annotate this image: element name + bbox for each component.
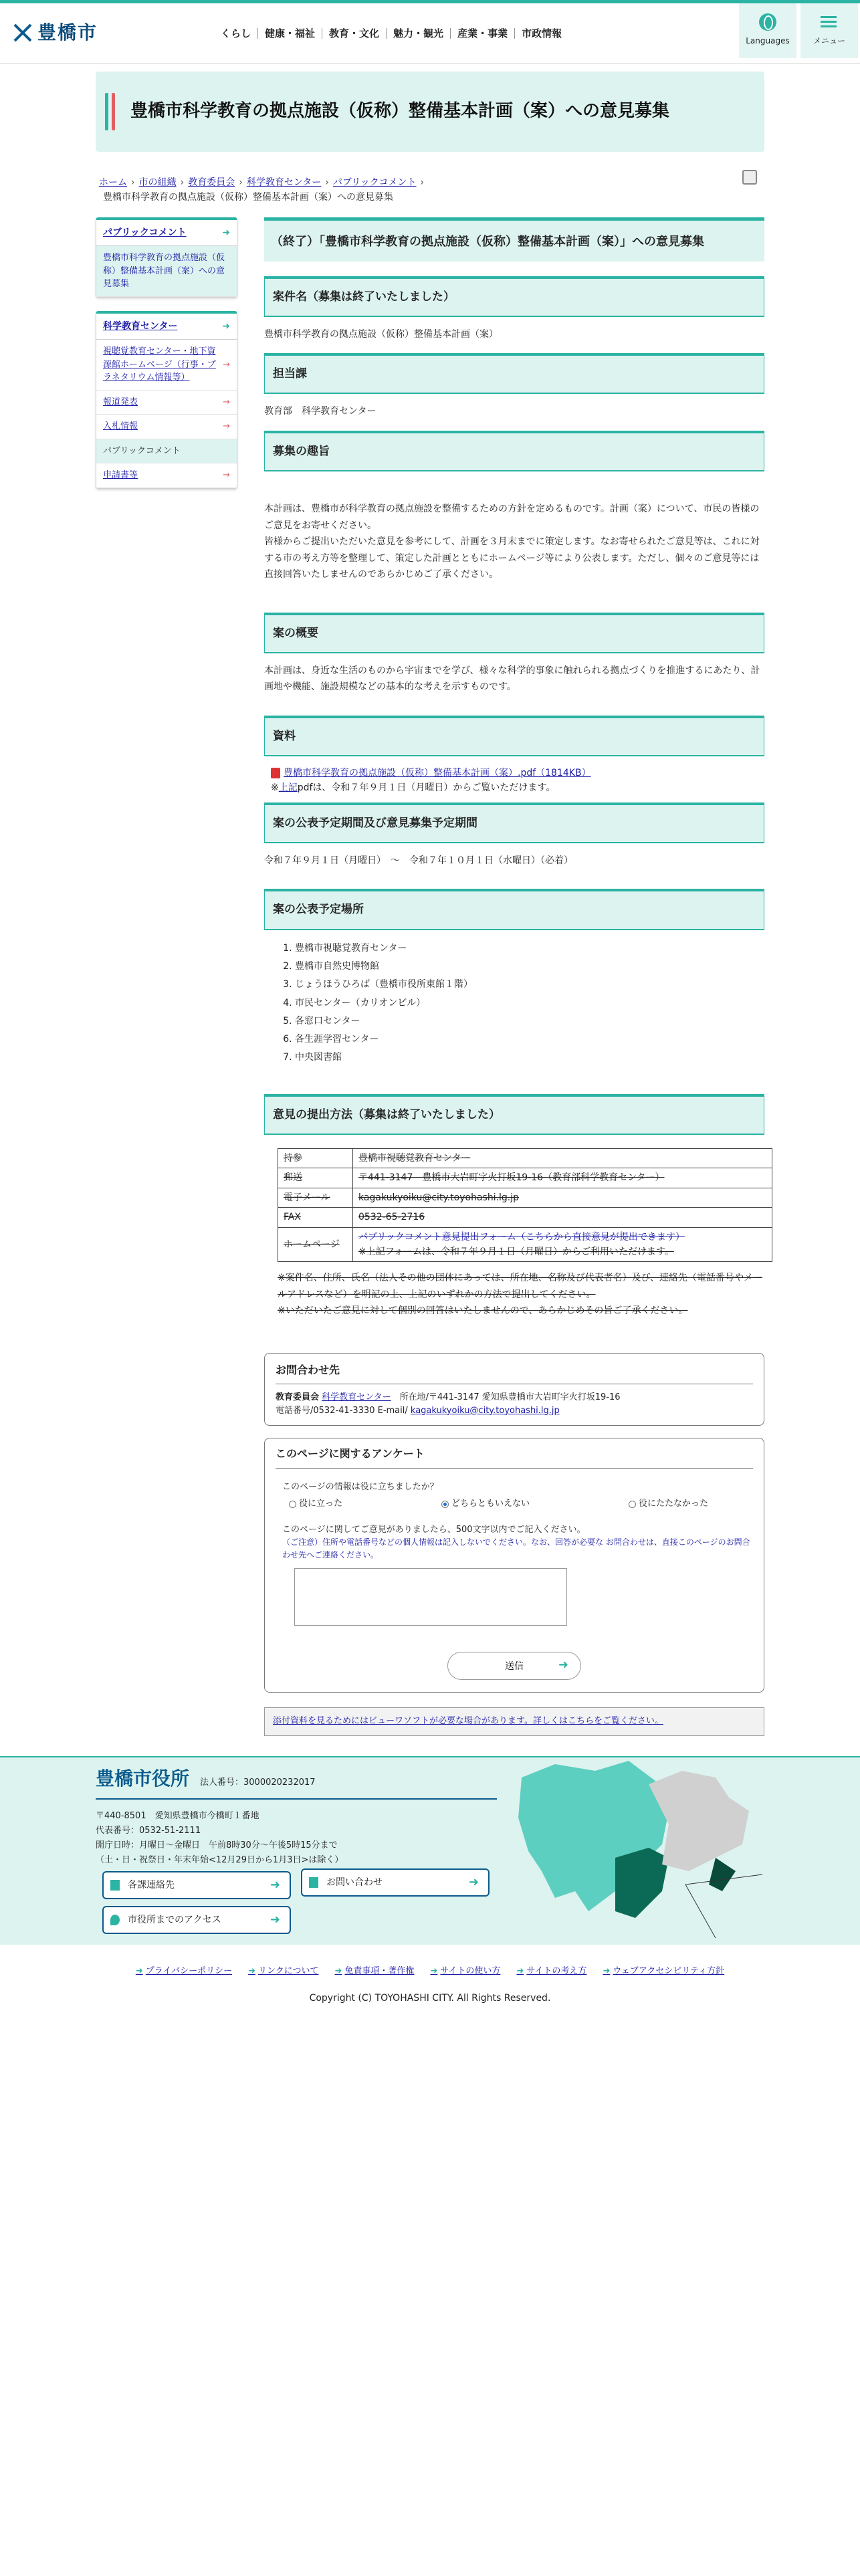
link-label: ウェブアクセシビリティ方針 xyxy=(613,1966,725,1977)
globe-icon xyxy=(759,13,776,31)
method-key: 持参 xyxy=(278,1148,353,1168)
global-nav xyxy=(214,28,568,39)
contact-line-1 xyxy=(276,1391,753,1404)
arrow-right-icon: ➜ xyxy=(516,1966,524,1977)
sidebar-item-public-comment[interactable]: パブリックコメント xyxy=(96,439,237,464)
footer-holidays: （土・日・祝祭日・年末年始<12月29日から1月3日>は除く） xyxy=(96,1855,344,1866)
link-label: サイトの考え方 xyxy=(526,1966,587,1977)
radio-button[interactable] xyxy=(441,1501,449,1508)
link-label: 免責事項・著作権 xyxy=(344,1966,415,1977)
comment-warning: （ご注意）住所や電話番号などの個人情報は記入しないでください。なお、回答が必要な お問合わせは、直接このページのお問合わせ先へご連絡ください。 xyxy=(282,1537,750,1560)
section-method-title: 意見の提出方法（募集は終了いたしました） xyxy=(264,1094,764,1135)
arrow-right-icon: ➜ xyxy=(270,1877,280,1892)
note-item: ※案件名、住所、氏名（法人その他の団体にあっては、所在地、名称及び代表者名）及び、連絡先（電話番号やメールアドレスなど）を明記の上、上記のいずれかの方法で提出してください。 xyxy=(278,1273,763,1300)
section-docs-title: 資料 xyxy=(264,716,764,756)
sidebar-item-av-center[interactable] xyxy=(96,340,237,391)
breadcrumb-science-center[interactable]: 科学教育センター xyxy=(246,177,322,188)
option-useful[interactable] xyxy=(289,1497,342,1511)
section-overview-title: 案の概要 xyxy=(264,613,764,653)
comment-lead: このページに関してご意見がありましたら、500文字以内でご記入ください。 xyxy=(282,1524,586,1535)
contact-org: 教育委員会 xyxy=(276,1392,320,1403)
arrow-right-icon: ➜ xyxy=(222,227,230,238)
gnav-life[interactable]: くらし xyxy=(221,27,251,39)
sidebar-box-science-center xyxy=(96,311,237,489)
comment-textarea[interactable] xyxy=(294,1568,567,1626)
mail-icon xyxy=(309,1877,318,1888)
period-text: 令和７年９月１日（月曜日） ～ 令和７年１０月１日（水曜日）（必着） xyxy=(264,855,573,866)
sidebar-item-press-link[interactable]: 報道発表 xyxy=(103,397,138,407)
method-key: 電子メール xyxy=(278,1188,353,1207)
site-name: 豊橋市 xyxy=(37,21,98,44)
section-case-title: 案件名（募集は終了いたしました） xyxy=(264,276,764,317)
gnav-health[interactable]: 健康・福祉 xyxy=(257,28,322,39)
place-item: 7. 中央図書館 xyxy=(295,1049,764,1067)
site-logo[interactable] xyxy=(13,18,194,48)
contact-dept-link[interactable]: 科学教育センター xyxy=(322,1392,391,1403)
aichi-map-icon xyxy=(515,1757,782,1945)
site-footer xyxy=(0,1756,860,1945)
place-item: 4. 市民センター（カリオンビル） xyxy=(295,994,764,1012)
sidebar-item-bids[interactable] xyxy=(96,415,237,439)
languages-button[interactable] xyxy=(739,3,796,58)
survey-options xyxy=(289,1497,753,1511)
dept-text: 教育部 科学教育センター xyxy=(264,406,377,417)
contact-phone: 電話番号/0532-41-3330 E-mail/ xyxy=(276,1405,408,1416)
place-item: 5. 各窓口センター xyxy=(295,1012,764,1031)
footer-title xyxy=(96,1764,497,1800)
arrow-right-icon: ➜ xyxy=(248,1966,256,1977)
city-emblem-icon xyxy=(13,23,32,42)
footer-info xyxy=(96,1764,497,1868)
gnav-city-info[interactable]: 市政情報 xyxy=(514,28,568,39)
btn-label: 各課連絡先 xyxy=(128,1880,175,1891)
table-row xyxy=(278,1168,772,1188)
link-disclaimer[interactable] xyxy=(335,1965,415,1979)
form-note: ※上記フォームは、令和７年９月１日（月曜日）からご利用いただけます。 xyxy=(358,1246,674,1257)
radio-button[interactable] xyxy=(629,1501,636,1508)
sidebar-item-bids-link[interactable]: 入札情報 xyxy=(103,421,138,432)
contact-line-2 xyxy=(276,1404,753,1418)
note-mark: ※ xyxy=(271,782,279,794)
breadcrumb-public-comment[interactable]: パブリックコメント xyxy=(332,177,417,188)
document-note xyxy=(271,780,764,795)
link-privacy[interactable] xyxy=(136,1965,232,1979)
place-item: 1. 豊橋市視聴覚教育センター xyxy=(295,940,764,958)
link-label: リンクについて xyxy=(258,1966,319,1977)
option-label: 役に立った xyxy=(299,1498,343,1509)
method-key: 郵送 xyxy=(278,1168,353,1188)
contact-address: 所在地/〒441-3147 愛知県豊橋市大岩町字火打坂19-16 xyxy=(399,1392,621,1403)
option-neutral[interactable] xyxy=(441,1497,530,1511)
option-label: どちらともいえない xyxy=(451,1498,530,1509)
contact-title: お問合わせ先 xyxy=(276,1362,753,1385)
link-site-policy[interactable] xyxy=(516,1965,586,1979)
contact-email-link[interactable]: kagakukyoiku@city.toyohashi.lg.jp xyxy=(410,1405,560,1416)
breadcrumb-board-of-education[interactable]: 教育委員会 xyxy=(188,177,235,188)
document-link[interactable]: 豊橋市科学教育の拠点施設（仮称）整備基本計画（案）.pdf（1814KB） xyxy=(284,768,591,779)
table-row xyxy=(278,1148,772,1168)
languages-label: Languages xyxy=(746,36,790,46)
survey-title: このページに関するアンケート xyxy=(276,1445,753,1469)
viewer-note-link[interactable]: 添付資料を見るためにはビューワソフトが必要な場合があります。詳しくはこちらをご覧ください。 xyxy=(273,1716,663,1727)
phone-icon xyxy=(110,1880,120,1891)
arrow-icon: → xyxy=(223,470,230,481)
copyright: Copyright (C) TOYOHASHI CITY. All Rights Reserved. xyxy=(309,1993,551,2004)
pdf-icon xyxy=(271,768,280,778)
page-title: 豊橋市科学教育の拠点施設（仮称）整備基本計画（案）への意見募集 xyxy=(130,101,670,122)
overview-text: 本計画は、身近な生活のものから宇宙までを学び、様々な科学的事象に触れられる拠点づくりを推進するにあたり、計画地や機能、施設規模などの基本的な考えを示すものです。 xyxy=(264,665,760,693)
menu-label: メニュー xyxy=(813,36,845,46)
contact-box xyxy=(264,1353,764,1426)
arrow-right-icon: ➜ xyxy=(135,1966,143,1977)
place-item: 2. 豊橋市自然史博物館 xyxy=(295,958,764,976)
inquiry-button[interactable] xyxy=(301,1868,490,1897)
document-note-link[interactable]: 上記 xyxy=(278,782,298,794)
arrow-right-icon: ➜ xyxy=(222,320,230,332)
table-row xyxy=(278,1227,772,1262)
arrow-right-icon: ➜ xyxy=(430,1966,438,1977)
sidebar-item-current-page[interactable]: 豊橋市科学教育の拠点施設（仮称）整備基本計画（案）への意見募集 xyxy=(96,246,237,297)
footer-address-block xyxy=(96,1809,497,1868)
map-pin-icon xyxy=(110,1915,120,1925)
title-decoration xyxy=(105,93,118,135)
method-key: ホームページ xyxy=(278,1227,353,1262)
footer-hours: 開庁日時：月曜日～金曜日 午前8時30分～午後5時15分まで xyxy=(96,1840,338,1851)
places-list xyxy=(295,940,764,1067)
table-row xyxy=(278,1188,772,1207)
link-accessibility[interactable] xyxy=(603,1965,724,1979)
radio-button[interactable] xyxy=(289,1501,296,1508)
method-value: 〒441-3147 豊橋市大岩町字火打坂19-16（教育部科学教育センター） xyxy=(353,1168,772,1188)
sidebar-box-public-comment xyxy=(96,217,237,298)
menu-button[interactable] xyxy=(800,3,858,58)
case-text: 豊橋市科学教育の拠点施設（仮称）整備基本計画（案） xyxy=(264,328,498,340)
purpose-text: 本計画は、豊橋市が科学教育の拠点施設を整備するための方針を定めるものです。計画（案）について、市民の皆様のご意見をお寄せください。 xyxy=(264,504,760,531)
method-value: 0532-65-2716 xyxy=(353,1208,772,1227)
breadcrumb-current: 豊橋市科学教育の拠点施設（仮称）整備基本計画（案）への意見募集 xyxy=(103,192,393,203)
link-about-links[interactable] xyxy=(248,1965,318,1979)
sidebar-item-forms[interactable] xyxy=(96,463,237,488)
document-item xyxy=(271,766,764,780)
sidebar-item-av-center-link[interactable]: 視聴覚教育センター・地下資源館ホームページ（行事・プラネタリウム情報等） xyxy=(103,346,216,383)
gnav-industry[interactable]: 産業・事業 xyxy=(450,28,514,39)
gnav-tourism[interactable]: 魅力・観光 xyxy=(386,28,450,39)
arrow-right-icon: ➜ xyxy=(558,1658,568,1673)
main-content xyxy=(264,217,764,1736)
method-notes xyxy=(278,1270,764,1319)
sidebar-item-press[interactable] xyxy=(96,391,237,415)
purpose-text-2: 皆様からご提出いただいた意見を参考にして、計画を３月末までに策定します。なお寄せられたご意見等は、これに対する市の考え方等を整理して、策定した計画とともにホームページ等により公表します。ただし、個々のご意見等には直接回答いたしませんのであらかじめご了承ください。 xyxy=(264,536,760,580)
survey-box xyxy=(264,1438,764,1693)
link-label: プライバシーポリシー xyxy=(145,1966,233,1977)
footer-phone: 代表番号：0532-51-2111 xyxy=(96,1826,201,1836)
arrow-icon: → xyxy=(223,421,230,432)
arrow-icon: → xyxy=(223,397,230,407)
page-bottom-spacer xyxy=(0,2006,860,2567)
btn-label: お問い合わせ xyxy=(326,1877,383,1889)
option-label: 役にたたなかった xyxy=(639,1498,709,1509)
print-icon[interactable] xyxy=(742,170,757,185)
document-note-text: pdfは、令和７年９月１日（月曜日）からご覧いただけます。 xyxy=(297,782,556,794)
link-label: サイトの使い方 xyxy=(440,1966,501,1977)
arrow-right-icon: ➜ xyxy=(468,1874,479,1889)
btn-label: 市役所までのアクセス xyxy=(128,1915,221,1926)
method-value: 豊橋市視聴覚教育センター xyxy=(353,1148,772,1168)
arrow-right-icon: ➜ xyxy=(270,1912,280,1927)
footer-corp-number: 法人番号：3000020232017 xyxy=(200,1778,316,1788)
breadcrumb-organization[interactable]: 市の組織 xyxy=(138,177,177,188)
breadcrumb-home[interactable]: ホーム xyxy=(99,177,127,188)
gnav-education[interactable]: 教育・文化 xyxy=(322,28,386,39)
option-not-useful[interactable] xyxy=(629,1497,708,1511)
place-item: 6. 各生涯学習センター xyxy=(295,1031,764,1049)
hamburger-icon xyxy=(821,13,838,31)
comment-form-link[interactable]: パブリックコメント意見提出フォーム（こちらから直接意見が提出できます） xyxy=(358,1231,685,1243)
site-header xyxy=(0,3,860,64)
viewer-note[interactable] xyxy=(264,1707,764,1736)
note-item: ※いただいたご意見に対して個別の回答はいたしませんので、あらかじめその旨ご了承ください。 xyxy=(278,1305,688,1317)
arrow-right-icon: ➜ xyxy=(334,1966,342,1977)
arrow-icon: → xyxy=(223,359,230,370)
send-label: 送信 xyxy=(505,1661,524,1673)
survey-question: このページの情報は役に立ちましたか？ xyxy=(282,1481,439,1492)
footer-address: 〒440-8501 愛知県豊橋市今橋町１番地 xyxy=(96,1811,259,1822)
section-period-title: 案の公表予定期間及び意見募集予定期間 xyxy=(264,802,764,843)
content-heading: （終了）「豊橋市科学教育の拠点施設（仮称）整備基本計画（案）」への意見募集 xyxy=(264,217,764,261)
section-dept-title: 担当課 xyxy=(264,353,764,394)
methods-table xyxy=(278,1148,772,1262)
link-how-to-use[interactable] xyxy=(430,1965,500,1979)
arrow-right-icon: ➜ xyxy=(603,1966,611,1977)
access-button[interactable] xyxy=(102,1906,291,1934)
table-row xyxy=(278,1208,772,1227)
method-value-web xyxy=(353,1227,772,1262)
sidebar-head-public-comment[interactable]: パブリックコメント xyxy=(103,227,187,238)
breadcrumb: ホーム › 市の組織 › 教育委員会 › 科学教育センター › パブリックコメント › 豊橋市科学教育の拠点施設（仮称）整備基本計画（案）への意見募集 xyxy=(99,175,761,205)
section-places-title: 案の公表予定場所 xyxy=(264,889,764,930)
sidebar-head-science-center[interactable]: 科学教育センター xyxy=(103,320,178,332)
dept-contacts-button[interactable] xyxy=(102,1871,291,1899)
page-title-banner xyxy=(96,72,764,152)
sidebar xyxy=(96,217,237,1736)
method-value: kagakukyoiku@city.toyohashi.lg.jp xyxy=(353,1188,772,1207)
sidebar-item-forms-link[interactable]: 申請書等 xyxy=(103,470,138,481)
footer-links xyxy=(0,1965,860,1979)
place-item: 3. じょうほうひろば（豊橋市役所東館１階） xyxy=(295,976,764,994)
footer-name: 豊橋市役所 xyxy=(96,1767,190,1790)
section-purpose-title: 募集の趣旨 xyxy=(264,431,764,471)
method-key: FAX xyxy=(278,1208,353,1227)
send-button[interactable] xyxy=(447,1652,581,1680)
